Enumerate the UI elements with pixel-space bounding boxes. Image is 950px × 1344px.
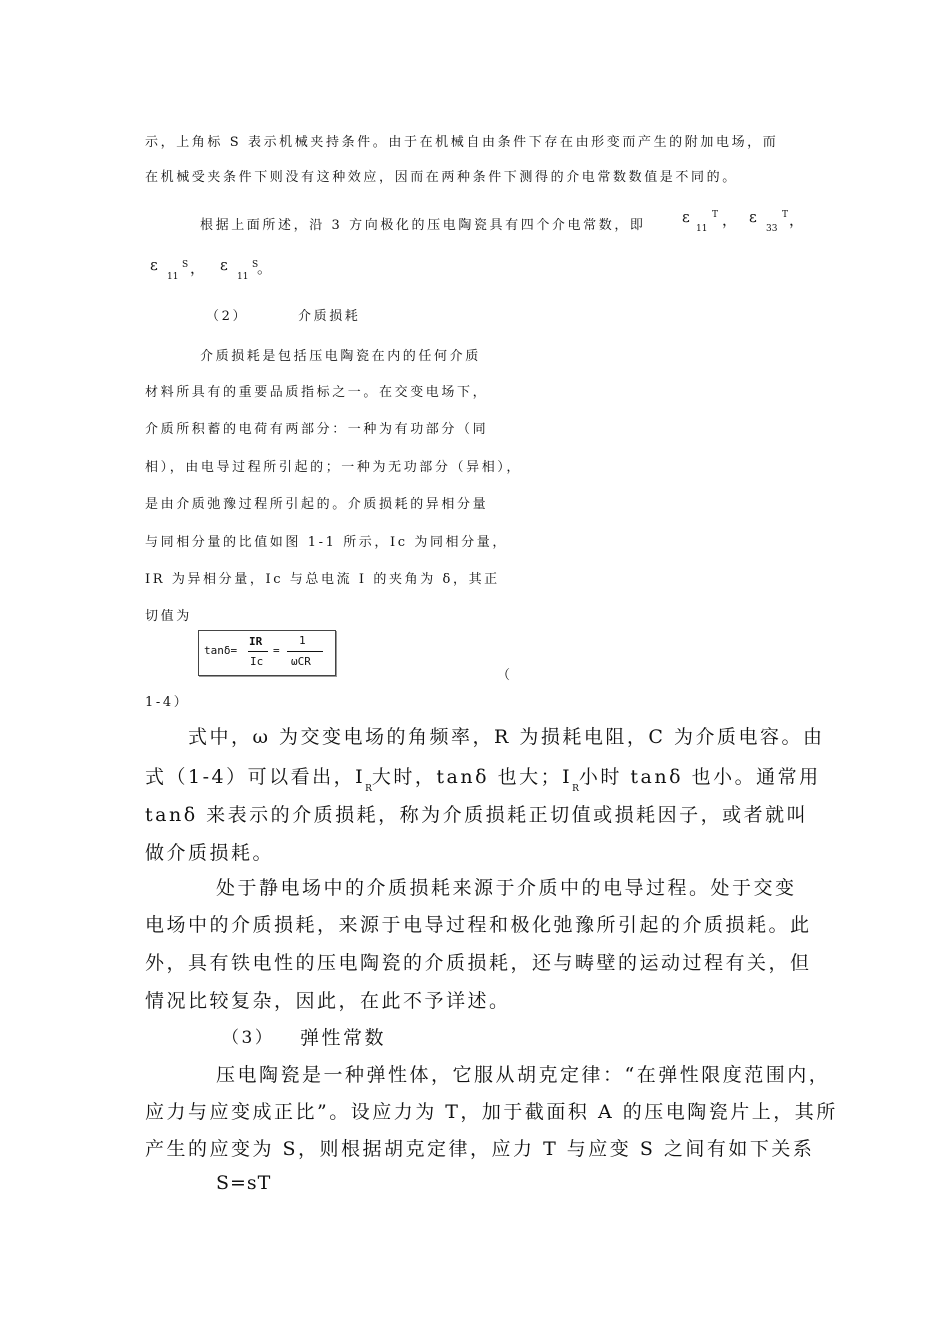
section-number: （2） (206, 309, 249, 324)
formula-equals: = (273, 644, 280, 657)
section-title: 介质损耗 (298, 309, 361, 324)
superscript: T (782, 210, 789, 220)
equation-hooke: S=sT (216, 1172, 272, 1194)
text-line: 是由介质弛豫过程所引起的。介质损耗的异相分量 (145, 497, 489, 512)
formula-lhs: tanδ= (204, 644, 238, 657)
formula-numerator: 1 (299, 634, 306, 647)
text-segment: 式（1-4）可以看出，I (145, 766, 366, 788)
formula-numerator: IR (249, 635, 263, 648)
text-line: 应力与应变成正比”。设应力为 T，加于截面积 A 的压电陶瓷片上，其所 (145, 1101, 838, 1123)
subscript: 33 (766, 224, 778, 234)
text-line: tanδ 来表示的介质损耗，称为介质损耗正切值或损耗因子，或者就叫 (145, 804, 809, 826)
subscript: R (572, 784, 579, 794)
text-line: 示，上角标 S 表示机械夹持条件。由于在机械自由条件下存在由形变而产生的附加电场，而 (145, 135, 779, 150)
section-title: 弹性常数 (300, 1027, 387, 1049)
text-line: IR 为异相分量，Ic 与总电流 I 的夹角为 δ，其正 (145, 572, 500, 587)
epsilon-symbol: ε (749, 208, 757, 226)
text-line: 切值为 (145, 609, 192, 624)
separator: 。 (257, 259, 273, 277)
text-line: 根据上面所述，沿 3 方向极化的压电陶瓷具有四个介电常数，即 (200, 218, 646, 233)
text-line: 材料所具有的重要品质指标之一。在交变电场下， (145, 385, 489, 400)
text-line: 介质损耗是包括压电陶瓷在内的任何介质 (200, 349, 481, 364)
text-line: 在机械受夹条件下则没有这种效应，因而在两种条件下测得的介电常数数值是不同的。 (145, 170, 738, 185)
superscript: S (182, 260, 189, 270)
subscript: 11 (237, 272, 249, 282)
subscript: 11 (696, 224, 708, 234)
formula-denominator: Ic (250, 655, 264, 668)
epsilon-symbol: ε (682, 208, 690, 226)
epsilon-symbol: ε (150, 256, 158, 274)
text-line: 处于静电场中的介质损耗来源于介质中的电导过程。处于交变 (216, 877, 797, 899)
subscript: 11 (167, 272, 179, 282)
text-line: 与同相分量的比值如图 1-1 所示，Ic 为同相分量， (145, 535, 508, 550)
text-line: 压电陶瓷是一种弹性体，它服从胡克定律：“在弹性限度范围内， (216, 1064, 831, 1086)
separator: ， (190, 259, 206, 277)
superscript: S (252, 260, 259, 270)
text-line: 相），由电导过程所引起的；一种为无功部分（异相）， (145, 460, 523, 475)
text-line: 外，具有铁电性的压电陶瓷的介质损耗，还与畴壁的运动过程有关，但 (145, 952, 812, 974)
text-line (145, 762, 821, 794)
epsilon-symbol: ε (220, 256, 228, 274)
text-line: 式中，ω 为交变电场的角频率，R 为损耗电阻，C 为介质电容。由 (188, 726, 825, 748)
formula-tan-delta (198, 630, 336, 676)
superscript: T (712, 210, 719, 220)
section-number: （3） (222, 1028, 275, 1048)
text-line: 介质所积蓄的电荷有两部分：一种为有功部分（同 (145, 422, 489, 437)
text-line: 做介质损耗。 (145, 842, 275, 864)
text-line: 情况比较复杂，因此，在此不予详述。 (145, 990, 511, 1012)
subscript: R (365, 784, 372, 794)
text-segment: 大时，tanδ 也大；I (371, 766, 573, 788)
equation-label: 1-4） (145, 695, 190, 710)
text-segment: 小时 tanδ 也小。通常用 (578, 766, 821, 788)
text-line: 产生的应变为 S，则根据胡克定律，应力 T 与应变 S 之间有如下关系 (145, 1138, 815, 1160)
fraction-bar (287, 651, 323, 652)
formula-denominator: ωCR (291, 655, 311, 668)
equation-label: （ (497, 668, 513, 683)
separator: ， (789, 211, 805, 229)
separator: ， (722, 211, 738, 229)
fraction-bar (248, 651, 268, 652)
text-line: 电场中的介质损耗，来源于电导过程和极化弛豫所引起的介质损耗。此 (145, 914, 812, 936)
